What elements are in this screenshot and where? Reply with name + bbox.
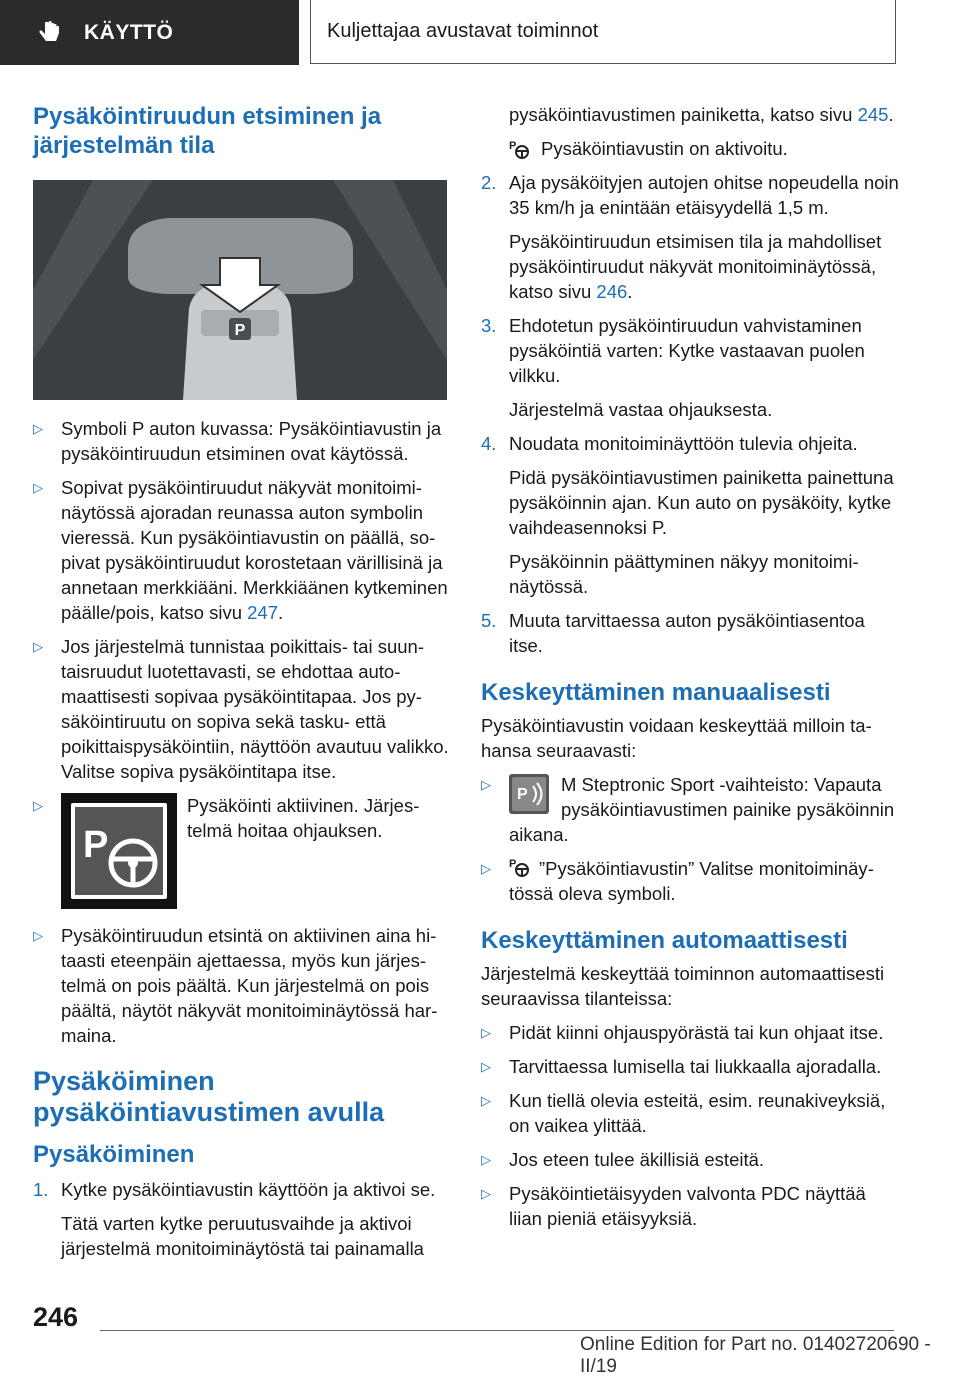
list-item: ▷ P M Steptronic Sport -vaihteisto: Vapauta pysäköintiavustimen painike pysäköinnin aikana. [481, 774, 895, 845]
page-reference-link[interactable]: 246 [596, 281, 628, 302]
bullet-marker: ▷ [481, 1093, 491, 1108]
right-column [481, 102, 899, 1240]
park-assist-icon [509, 856, 531, 876]
section-title: KÄYTTÖ [84, 20, 174, 44]
bullet-marker: ▷ [33, 480, 43, 495]
bullet-marker: ▷ [33, 421, 43, 436]
chapter-subheading: Pysäköiminen pysäköintiavustimen avulla [33, 1066, 385, 1127]
bullet-marker: ▷ [33, 928, 43, 943]
step-item: 5. Muuta tarvittaessa auton pysäköintiasentoa itse. [481, 610, 865, 656]
list-item: ▷ Pysäköintietäisyyden valvonta PDC näyttää liian pieniä etäisyyksiä. [481, 1183, 866, 1229]
section-heading: Pysäköintiruudun etsiminen ja järjestelmän tila [33, 103, 382, 159]
page-number: 246 [33, 1302, 79, 1332]
list-item: ▷ Tarvittaessa lumisella tai liukkaalla ajoradalla. [481, 1056, 882, 1077]
list-item: ▷ Pysäköintiruudun etsintä on aktiivinen aina hitaasti eteenpäin ajettaessa, myös kun järjestelmä on pois päältä. Kun järjestelmä on pois päältä, näytöt näkyvät monitoiminäytössä harmaina. [33, 925, 438, 1046]
svg-text:P: P [234, 322, 246, 339]
bullet-marker: ▷ [33, 639, 43, 654]
paragraph: Pysäköintiavustin voidaan keskeyttää milloin tahansa seuraavasti: [481, 715, 872, 761]
list-item: ▷ Kun tiellä olevia esteitä, esim. reunakiveyksiä, on vaikea ylittää. [481, 1090, 886, 1136]
footer-divider [100, 1330, 894, 1331]
svg-text:P: P [509, 858, 517, 870]
step-detail: Tätä varten kytke peruutusvaihde ja aktivoi järjestelmä monitoiminäytöstä tai painamalla [61, 1213, 424, 1259]
list-item: ▷ Symboli P auton kuvassa: Pysäköintiavustin ja pysäköintiruudun etsiminen ovat käytössä. [33, 418, 442, 464]
svg-text:P: P [517, 786, 528, 803]
step-detail: pysäköintiavustimen painiketta, katso sivu 245. [509, 104, 894, 125]
status-line: P Pysäköintiavustin on aktivoitu. [509, 138, 788, 159]
list-item: ▷ P Pysäköinti aktiivinen. Järjestelmä hoitaa ohjauksen. [33, 793, 449, 909]
step-item: 4. Noudata monitoiminäyttöön tulevia ohjeita. [481, 433, 858, 454]
step-detail: Pysäköintiruudun etsimisen tila ja mahdolliset pysäköintiruudut näkyvät monitoiminäytössä, katso sivu 246. [509, 231, 882, 302]
left-column [33, 102, 449, 1270]
bullet-marker: ▷ [33, 798, 43, 813]
edition-note: Online Edition for Part no. 01402720690 - II/19 [580, 1334, 931, 1377]
page-reference-link[interactable]: 245 [857, 104, 889, 125]
parking-display-image [33, 180, 447, 400]
subsection-heading: Pysäköiminen [33, 1141, 195, 1168]
paragraph: Järjestelmä keskeyttää toiminnon automaattisesti seuraavissa tilanteissa: [481, 963, 885, 1009]
list-item: ▷ Sopivat pysäköintiruudut näkyvät monitoiminäytössä ajoradan reunassa auton symbolin vieressä. Kun pysäköintiavustin on päällä, sopivat pysäköintiruudut korostetaan värillisinä ja annetaan merkkiääni. Merkkiäänen kytkeminen päälle/pois, katso sivu 247. [33, 477, 448, 623]
list-item: ▷ Pidät kiinni ohjauspyörästä tai kun ohjaat itse. [481, 1022, 884, 1043]
svg-text:P: P [83, 824, 109, 866]
svg-text:P: P [509, 139, 517, 152]
list-item: ▷ Jos järjestelmä tunnistaa poikittais- tai suuntaisruudut luotettavasti, se ehdottaa automaattisesti sopivaa pysäköintitapaa. Jos pysäköintiruutu on sopiva sekä tasku- että poikittaispysäköintiin, näyttöön avautuu valikko. Valitse sopiva pysäköintitapa itse. [33, 636, 449, 782]
step-item: 3. Ehdotetun pysäköintiruudun vahvistaminen pysäköintiä varten: Kytke vastaavan puolen vilkku. [481, 315, 865, 386]
page-reference-link[interactable]: 247 [247, 602, 279, 623]
bullet-marker: ▷ [481, 1059, 491, 1074]
subsection-heading: Keskeyttäminen manuaalisesti [481, 679, 831, 706]
park-assist-button-icon [509, 774, 549, 814]
step-detail: Pysäköinnin päättyminen näkyy monitoiminäytössä. [509, 551, 859, 597]
step-item: 2. Aja pysäköityjen autojen ohitse nopeudella noin 35 km/h ja enintään etäisyydellä 1,5 m. [481, 172, 899, 218]
park-assist-icon [509, 138, 531, 160]
hand-pointer-icon [38, 19, 66, 47]
chapter-title: Kuljettajaa avustavat toiminnot [327, 20, 599, 42]
subsection-heading: Keskeyttäminen automaattisesti [481, 927, 848, 954]
step-detail: Pidä pysäköintiavustimen painiketta painettuna pysäköinnin ajan. Kun auto on pysäköity, kytke vaihdeasennoksi P. [509, 467, 894, 538]
section-tab[interactable] [0, 0, 299, 65]
step-detail: Järjestelmä vastaa ohjauksesta. [509, 399, 773, 420]
list-item: ▷ P ”Pysäköintiavustin” Valitse monitoiminäytössä oleva symboli. [481, 858, 874, 904]
bullet-marker: ▷ [481, 1186, 491, 1201]
bullet-marker: ▷ [481, 1152, 491, 1167]
parking-active-steering-icon [61, 793, 177, 909]
bullet-marker: ▷ [481, 1025, 491, 1040]
step-item: 1. Kytke pysäköintiavustin käyttöön ja aktivoi se. [33, 1179, 436, 1200]
chapter-header [310, 0, 896, 64]
list-item: ▷ Jos eteen tulee äkillisiä esteitä. [481, 1149, 765, 1170]
bullet-marker: ▷ [481, 861, 491, 876]
bullet-marker: ▷ [481, 777, 491, 792]
